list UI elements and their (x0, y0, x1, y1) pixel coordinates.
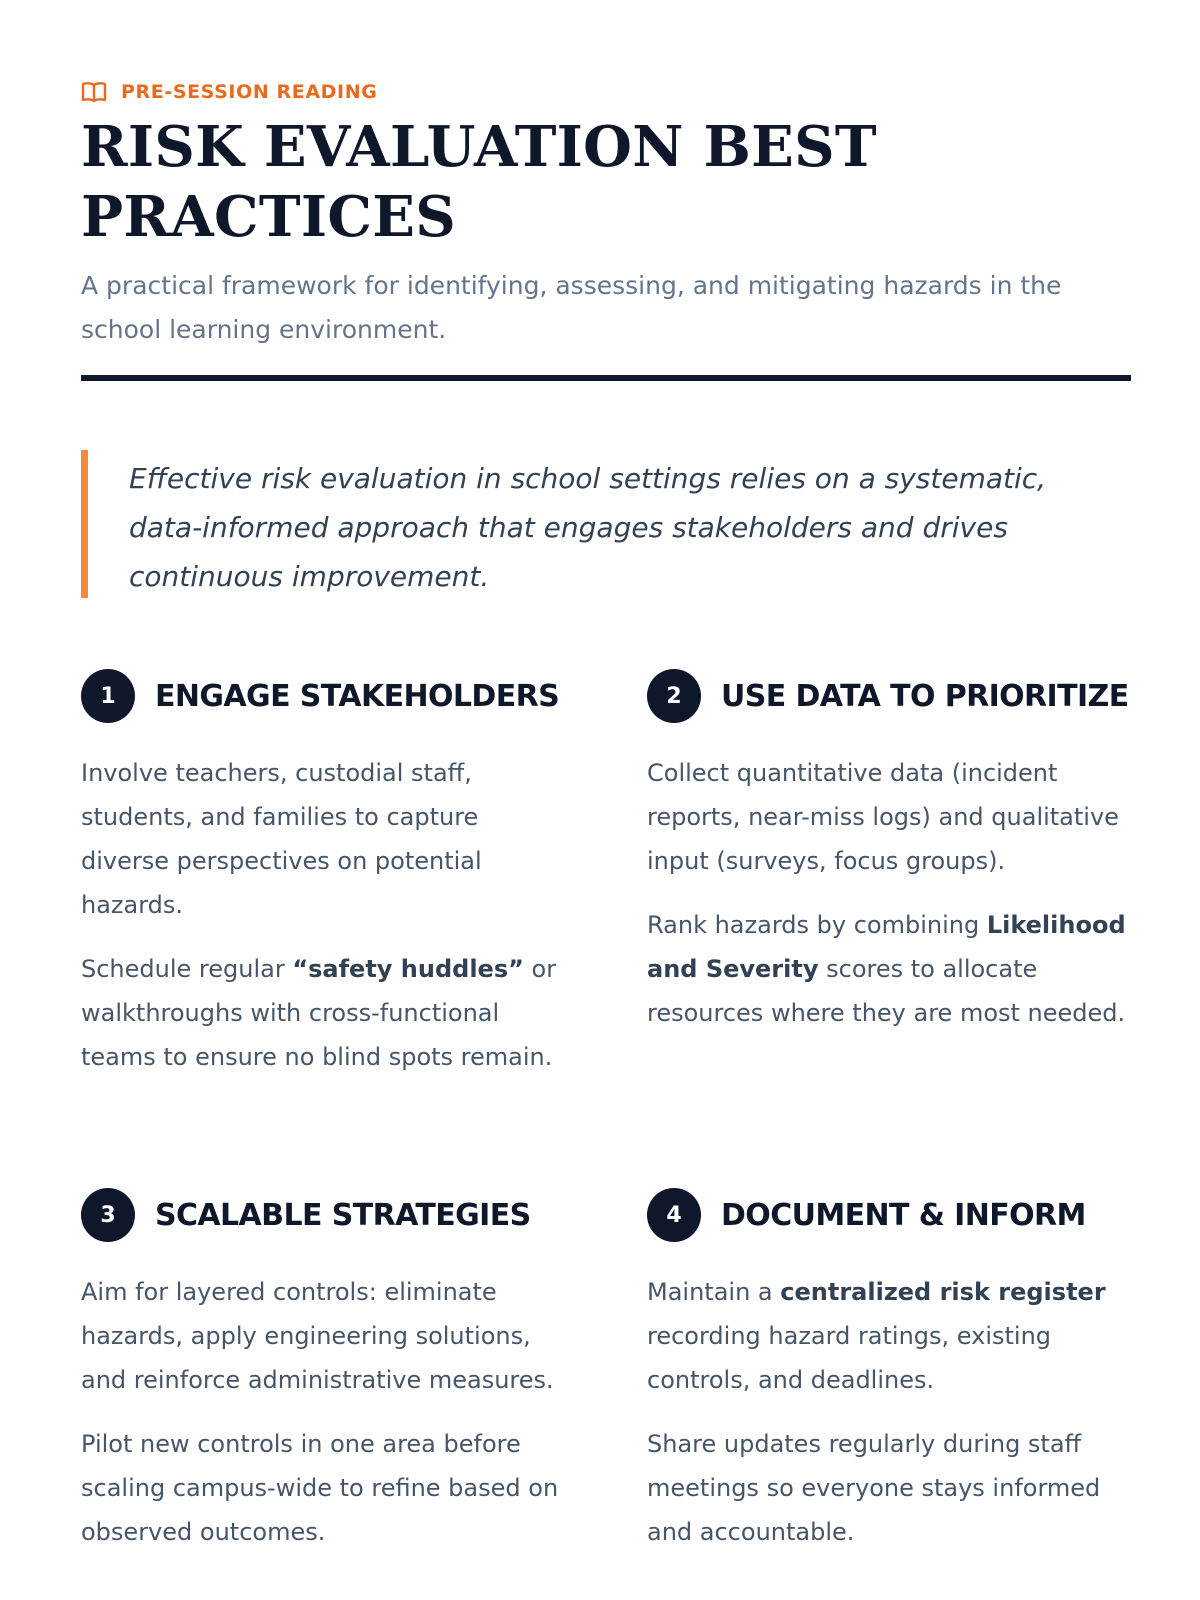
section-paragraph: Aim for layered controls: eliminate hazards, apply engineering solutions, and reinforce administrative measures. (81, 1278, 554, 1394)
page-subtitle: A practical framework for identifying, assessing, and mitigating hazards in the school learning environment. (81, 271, 1062, 344)
section-engage-stakeholders (81, 669, 571, 1099)
step-number-badge: 1 (81, 669, 135, 723)
section-paragraph (647, 1270, 1137, 1402)
section-document-and-inform (647, 1188, 1137, 1574)
paragraph-text: Maintain a (647, 1278, 781, 1306)
section-title: DOCUMENT & INFORM (721, 1197, 1086, 1233)
section-title: USE DATA TO PRIORITIZE (721, 678, 1129, 714)
paragraph-text: or walkthroughs with cross-functional teams to ensure no blind spots remain. (81, 955, 557, 1071)
section-use-data-to-prioritize (647, 669, 1137, 1055)
section-title: SCALABLE STRATEGIES (155, 1197, 531, 1233)
section-paragraph: Share updates regularly during staff meetings so everyone stays informed and accountable. (647, 1430, 1101, 1546)
callout-quote (81, 450, 1131, 598)
callout-text: Effective risk evaluation in school settings relies on a systematic, data-informed approach that engages stakeholders and drives continuous improvement. (129, 462, 1047, 593)
eyebrow-text: PRE-SESSION READING (121, 81, 378, 103)
section-paragraph (81, 947, 571, 1079)
paragraph-text: recording hazard ratings, existing controls, and deadlines. (647, 1322, 1052, 1394)
step-number-badge: 4 (647, 1188, 701, 1242)
section-paragraph: Pilot new controls in one area before scaling campus-wide to refine based on observed outcomes. (81, 1430, 559, 1546)
section-paragraph: Collect quantitative data (incident reports, near-miss logs) and qualitative input (surveys, focus groups). (647, 759, 1119, 875)
step-number-badge: 3 (81, 1188, 135, 1242)
section-scalable-strategies (81, 1188, 571, 1574)
section-title: ENGAGE STAKEHOLDERS (155, 678, 560, 714)
step-number-badge: 2 (647, 669, 701, 723)
section-paragraph: Involve teachers, custodial staff, students, and families to capture diverse perspectives on potential hazards. (81, 759, 482, 919)
paragraph-text: Schedule regular (81, 955, 293, 983)
emphasis-text: centralized risk register (780, 1278, 1106, 1306)
emphasis-text: “safety huddles” (292, 955, 524, 983)
page-title: RISK EVALUATION BEST PRACTICES (81, 114, 877, 250)
paragraph-text: Rank hazards by combining (647, 911, 987, 939)
book-open-icon (81, 80, 107, 104)
section-paragraph (647, 903, 1137, 1035)
emphasis-text: Likelihood and Severity (647, 911, 1126, 983)
eyebrow-label (81, 80, 377, 104)
paragraph-text: scores to allocate resources where they are most needed. (647, 955, 1126, 1027)
header-divider (81, 375, 1131, 381)
